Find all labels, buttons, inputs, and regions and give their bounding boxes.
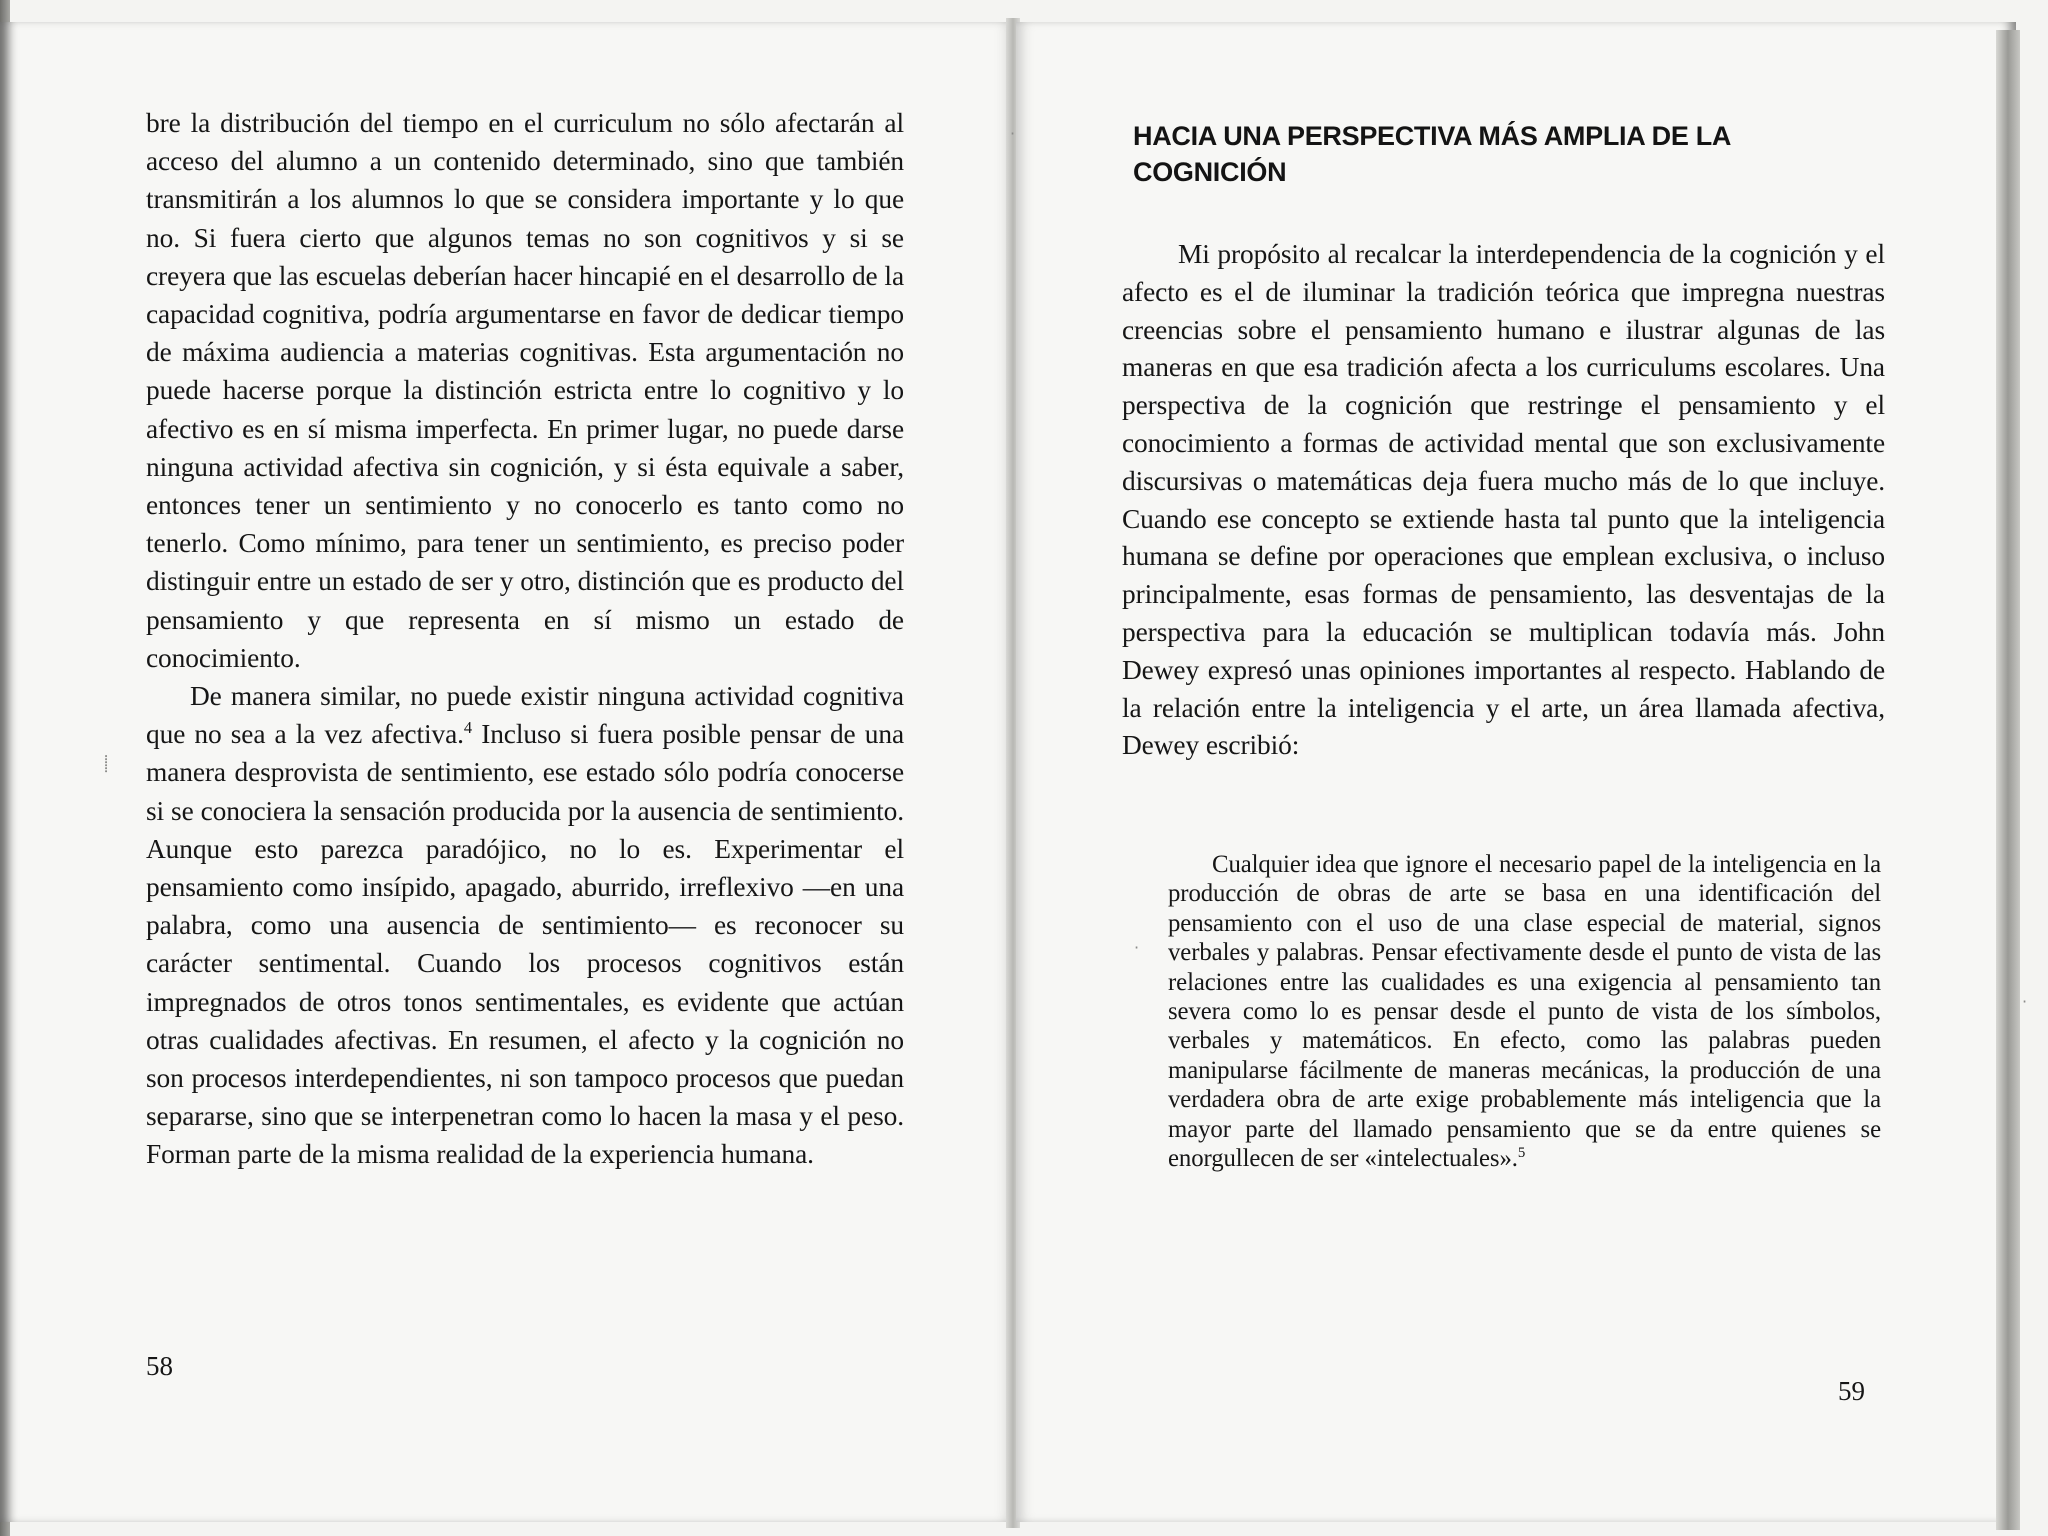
- quote-paragraph: [1168, 850, 1881, 1173]
- left-paragraph-2-end: Incluso si fuera posible pensar de una manera desprovista de sentimiento, ese estado sólo podría conocerse si se conociera la sensación producida por la ausencia de sentimiento. Aunque esto parezca paradójico, no lo es. Experimentar el pensamiento como insípido, apagado, aburrido, irreflexivo —en una palabra, como una ausencia de sentimiento— es reconocer su carácter sentimental. Cuando los procesos cognitivos están impregnados de otros tonos sentimentales, es evidente que actúan otras cualidades afectivas. En resumen, el afecto y la cognición no son procesos interdependientes, ni son tampoco procesos que puedan separarse, sino que se interpenetran como lo hacen la masa y el peso. Forman parte de la misma realidad de la experiencia humana.: [146, 719, 905, 1170]
- left-page-body: [146, 104, 904, 1174]
- right-page-body: [1122, 236, 1885, 765]
- scan-speck: ·: [1134, 938, 1140, 957]
- left-paragraph-2: [146, 677, 904, 1174]
- left-paragraph-2-start: De manera similar, no puede existir ninguna actividad cognitiva que no sea a la vez afectiva.: [146, 681, 904, 750]
- scan-speck: ·: [2022, 992, 2028, 1011]
- page-number-right: 59: [1838, 1376, 1865, 1406]
- page-number-left: 58: [146, 1351, 173, 1381]
- right-paragraph: Mi propósito al recalcar la interdependencia de la cognición y el afecto es el de iluminar la tradición teórica que impregna nuestras creencias sobre el pensamiento humano e ilustrar algunas de las maneras en que esa tradición afecta a los curriculums escolares. Una perspectiva de la cognición que restringe el pensamiento y el conocimiento a formas de actividad mental que son exclusivamente discursivas o matemáticas deja fuera mucho más de lo que incluye. Cuando ese concepto se extiende hasta tal punto que la inteligencia humana se define por operaciones que emplean exclusiva, o incluso principalmente, esas formas de pensamiento, las desventajas de la perspectiva para la educación se multiplican todavía más. John Dewey expresó unas opiniones importantes al respecto. Hablando de la relación entre la inteligencia y el arte, un área llamada afectiva, Dewey escribió:: [1122, 239, 1885, 761]
- scan-speck: ⸽: [104, 754, 109, 773]
- scan-speck: ·: [1010, 124, 1016, 143]
- book-edge-right: [1996, 30, 2020, 1530]
- dewey-quote: [1168, 850, 1881, 1173]
- quote-text: Cualquier idea que ignore el necesario papel de la inteligencia en la producción de obras de arte se basa en una identificación del pensamiento con el uso de una clase especial de material, signos verbales y palabras. Pensar efectivamente desde el punto de vista de las relaciones entre las cualidades es una exigencia al pensamiento tan severa como lo es pensar desde el punto de vista de los símbolos, verbales y matemáticos. En efecto, como las palabras pueden manipularse fácilmente de maneras mecánicas, la producción de una verdadera obra de arte exige probablemente más inteligencia que la mayor parte del llamado pensamiento que se da entre quienes se enorgullecen de ser «intelectuales».: [1168, 851, 1881, 1173]
- footnote-ref-4: 4: [463, 718, 473, 738]
- footnote-ref-5: 5: [1517, 1145, 1526, 1162]
- section-heading: HACIA UNA PERSPECTIVA MÁS AMPLIA DE LA COGNICIÓN: [1133, 121, 1731, 187]
- left-paragraph-1: bre la distribución del tiempo en el curriculum no sólo afectarán al acceso del alumno a un contenido determinado, sino que también transmitirán a los alumnos lo que se considera importante y lo que no. Si fuera cierto que algunos temas no son cognitivos y si se creyera que las escuelas deberían hacer hincapié en el desarrollo de la capacidad cognitiva, podría argumentarse en favor de dedicar tiempo de máxima audiencia a materias cognitivas. Esta argumentación no puede hacerse porque la distinción estricta entre lo cognitivo y lo afectivo es en sí misma imperfecta. En primer lugar, no puede darse ninguna actividad afectiva sin cognición, y si ésta equivale a saber, entonces tener un sentimiento y no conocerlo es tanto como no tenerlo. Como mínimo, para tener un sentimiento, es preciso poder distinguir entre un estado de ser y otro, distinción que es producto del pensamiento y que representa en sí mismo un estado de conocimiento.: [146, 108, 904, 673]
